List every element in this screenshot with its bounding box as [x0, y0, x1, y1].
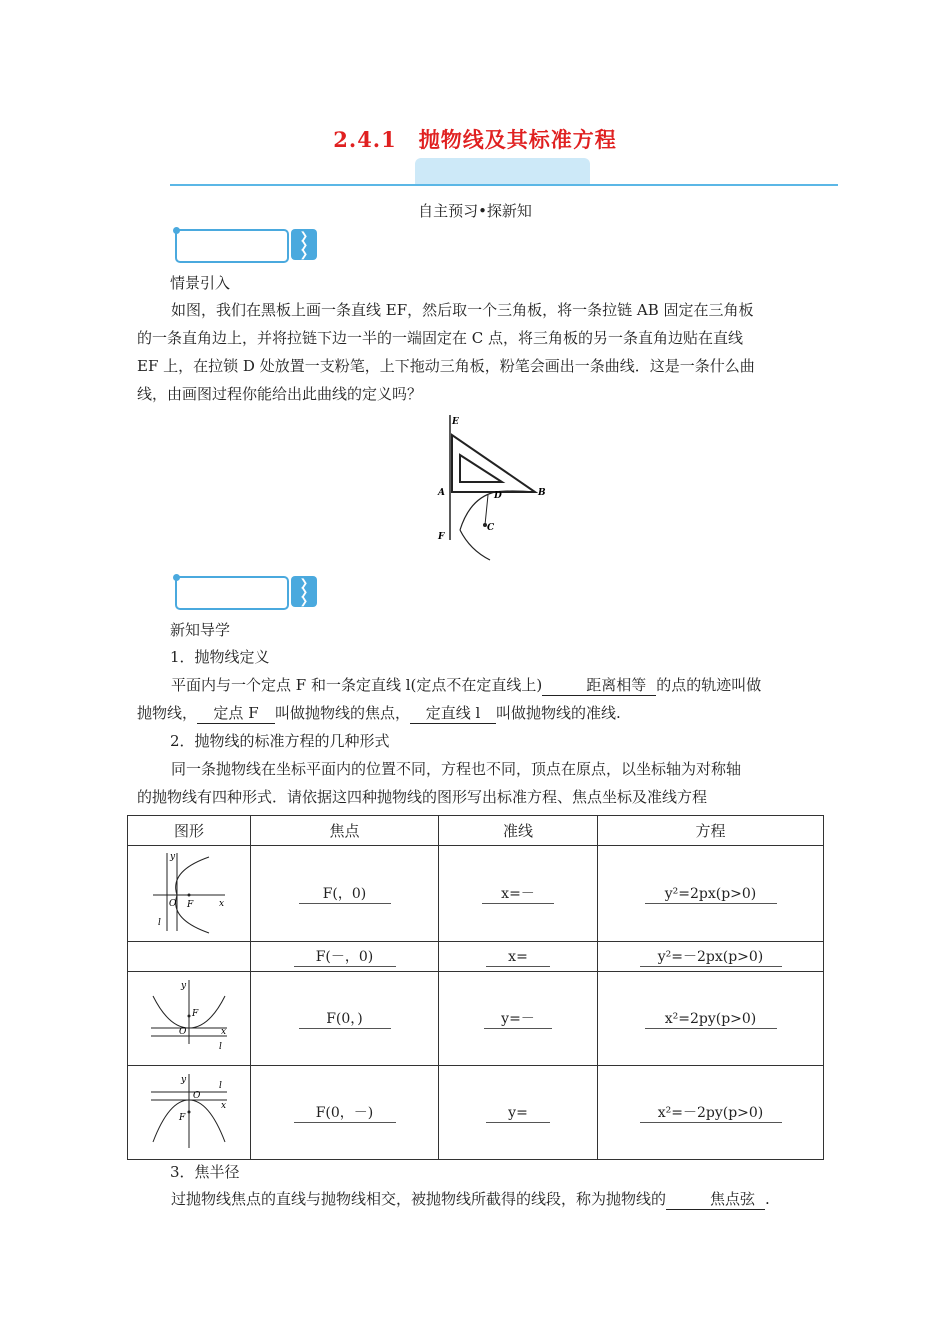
definition-line [137, 672, 817, 699]
label-e: E [452, 417, 459, 427]
graph-cell [128, 1066, 251, 1160]
triangle-inner [460, 455, 502, 482]
parabola-table [127, 815, 824, 1160]
focus-cell [251, 846, 439, 942]
equation-cell [598, 846, 824, 942]
label-a: A [438, 488, 445, 498]
equation-cell [598, 972, 824, 1066]
focus-point [188, 1014, 191, 1017]
equation-value: y²=－2px(p>0) [640, 948, 782, 967]
label-x: x [221, 1026, 227, 1037]
focus-cell [251, 972, 439, 1066]
table-row [128, 942, 824, 972]
label-y: y [181, 980, 187, 991]
answer-blank: 焦点弦 [666, 1189, 765, 1210]
triangle-outer [452, 435, 535, 492]
focus-value: F(－，0) [294, 948, 396, 967]
curve-path [460, 530, 490, 560]
parabola-right-graph [149, 849, 229, 935]
page-title: 2.4.1 抛物线及其标准方程 [333, 127, 617, 152]
text-span: 的点的轨迹叫做 [656, 676, 762, 694]
text-span: 叫做抛物线的焦点， [275, 704, 411, 722]
item-title: 1．抛物线定义 [170, 648, 270, 666]
text-span: 抛物线， [137, 704, 198, 722]
equation-value: x²=－2py(p>0) [640, 1104, 782, 1123]
answer-blank: 定直线 l [410, 703, 496, 724]
label-f: F [187, 899, 194, 910]
directrix-value: x= [486, 948, 550, 967]
table-row [128, 1066, 824, 1160]
paragraph-line: 如图，我们在黑板上画一条直线 EF，然后取一个三角板，将一条拉链 AB 固定在三角板 [171, 301, 754, 319]
label-y: y [181, 1074, 187, 1085]
focus-point [188, 893, 191, 896]
table-header-row [128, 816, 824, 846]
paragraph-line: 线，由画图过程你能给出此曲线的定义吗？ [137, 385, 423, 403]
parabola-down-graph [149, 1070, 229, 1152]
directrix-cell [439, 1066, 598, 1160]
title-rule [170, 184, 838, 186]
label-f: F [438, 532, 445, 542]
definition-line [137, 1186, 827, 1213]
focus-cell [251, 1066, 439, 1160]
table-row [128, 972, 824, 1066]
section-heading: 新知导学 [170, 621, 231, 639]
label-l: l [158, 917, 161, 928]
label-b: B [538, 488, 546, 498]
label-l: l [219, 1041, 222, 1052]
directrix-value: x=－ [482, 885, 554, 904]
header-cell: 焦点 [251, 816, 439, 846]
section-heading: 情景引入 [170, 274, 231, 292]
paragraph-line: EF 上，在拉锁 D 处放置一支粉笔，上下拖动三角板，粉笔会画出一条曲线．这是一条什么曲 [137, 357, 755, 375]
label-o: O [179, 1026, 187, 1037]
text-span: 平面内与一个定点 F 和一条定直线 l(定点不在定直线上) [171, 676, 543, 694]
paragraph-line: 的一条直角边上，并将拉链下边一半的一端固定在 C 点，将三角板的另一条直角边贴在直线 [137, 329, 744, 347]
badge-dot [173, 227, 180, 234]
label-x: x [219, 898, 225, 909]
focus-value: F(0，) [299, 1010, 391, 1029]
header-cell: 准线 [439, 816, 598, 846]
label-l: l [219, 1080, 222, 1091]
text-span: 过抛物线焦点的直线与抛物线相交，被抛物线所截得的线段，称为抛物线的 [171, 1190, 667, 1208]
directrix-cell [439, 972, 598, 1066]
text-span: 叫做抛物线的准线. [496, 704, 621, 722]
triangle-figure [430, 410, 560, 565]
paragraph-line: 的抛物线有四种形式．请依据这四种抛物线的图形写出标准方程、焦点坐标及准线方程 [137, 788, 708, 806]
focus-point [188, 1110, 191, 1113]
label-o: O [169, 898, 177, 909]
item-title: 2．抛物线的标准方程的几种形式 [170, 732, 390, 750]
chevron-down-icon: ❯ ❯ ❯ [291, 576, 317, 607]
focus-value: F(，0) [299, 885, 391, 904]
directrix-value: y= [486, 1104, 550, 1123]
label-f: F [179, 1112, 186, 1123]
focus-value: F(0，－) [294, 1104, 396, 1123]
header-cell: 图形 [128, 816, 251, 846]
graph-cell [128, 846, 251, 942]
equation-value: x²=2py(p>0) [645, 1010, 777, 1029]
table-row [128, 846, 824, 942]
equation-cell [598, 942, 824, 972]
section-subtitle: 自主预习•探新知 [418, 202, 532, 220]
label-y: y [170, 851, 176, 862]
section-badge [175, 576, 289, 610]
directrix-cell [439, 846, 598, 942]
directrix-cell [439, 942, 598, 972]
focus-cell [251, 942, 439, 972]
text-span: . [765, 1190, 770, 1208]
section-badge [175, 229, 289, 263]
label-d: D [494, 491, 502, 501]
label-o: O [193, 1090, 201, 1101]
chevron-down-icon: ❯ ❯ ❯ [291, 229, 317, 260]
label-c: C [487, 523, 495, 533]
equation-cell [598, 1066, 824, 1160]
directrix-value: y=－ [484, 1010, 552, 1029]
graph-cell [128, 942, 251, 972]
header-tab [415, 158, 590, 185]
graph-cell [128, 972, 251, 1066]
header-cell: 方程 [598, 816, 824, 846]
badge-dot [173, 574, 180, 581]
answer-blank: 定点 F [197, 703, 275, 724]
item-title: 3．焦半径 [170, 1163, 240, 1181]
label-f: F [192, 1008, 199, 1019]
label-x: x [221, 1100, 227, 1111]
definition-line [137, 700, 817, 727]
string-dc [485, 495, 488, 525]
paragraph-line: 同一条抛物线在坐标平面内的位置不同，方程也不同，顶点在原点，以坐标轴为对称轴 [171, 760, 742, 778]
answer-blank: 距离相等 [542, 675, 656, 696]
equation-value: y²=2px(p>0) [645, 885, 777, 904]
parabola-up-graph [149, 976, 229, 1058]
